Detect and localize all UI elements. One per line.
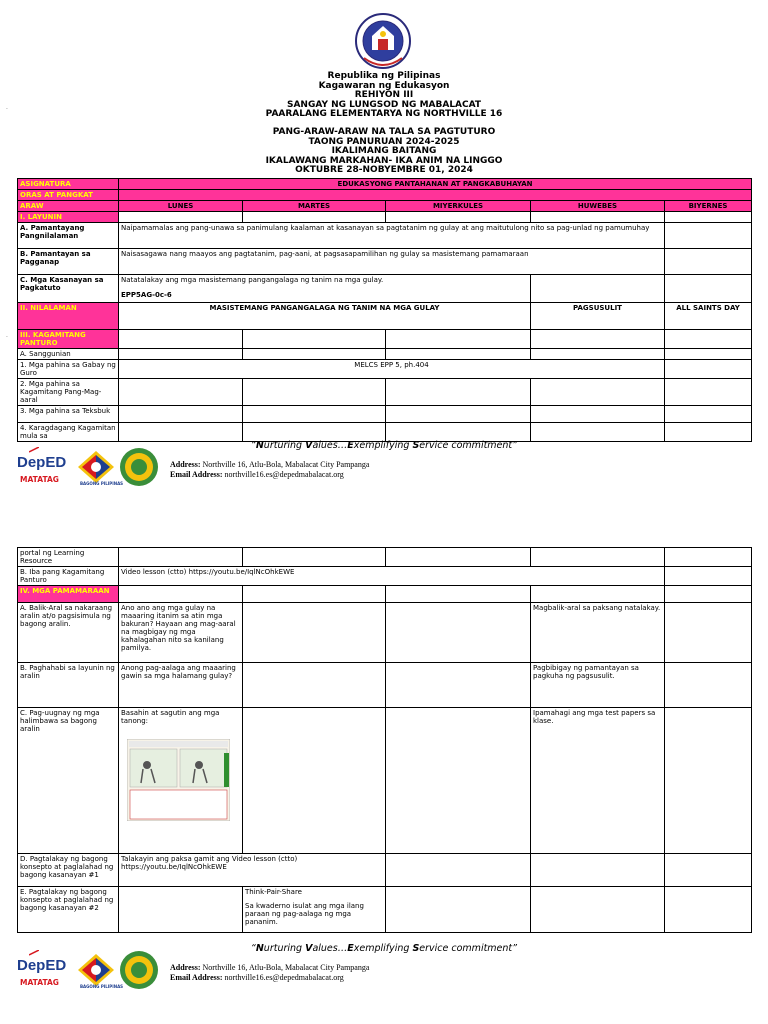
content-heading: II. NILALAMAN: [18, 303, 119, 330]
empty-cell: [665, 603, 752, 663]
think-pair-share: Think-Pair-Share: [245, 888, 302, 896]
school-seal-logo-2: [119, 950, 159, 990]
footer-address-2: Address: Northville 16, Atlu-Bola, Mabalacat City Pampanga Email Address: northville16.es@depedmabalacat.org: [170, 963, 370, 982]
review-label: A. Balik-Aral sa nakaraang aralin at/o pagsisimula ng bagong aralin.: [18, 603, 119, 663]
empty-cell: [531, 379, 665, 406]
bagong-pilipinas-label-2: BAGONG PILIPINAS: [80, 984, 124, 989]
time-group-value: [119, 190, 752, 201]
empty-cell: [665, 379, 752, 406]
empty-cell: [665, 887, 752, 933]
content-friday: ALL SAINTS DAY: [665, 303, 752, 330]
day-monday: LUNES: [119, 201, 243, 212]
header-department: Kagawaran ng Edukasyon: [318, 80, 450, 91]
procedures-heading: IV. MGA PAMAMARAAN: [18, 586, 119, 603]
matatag-logo-text: MATATAG: [20, 978, 59, 987]
teacher-guide-value: MELCS EPP 5, ph.404: [119, 360, 665, 379]
empty-cell: [386, 887, 531, 933]
discussion1-value: Talakayin ang paksa gamit ang Video lesson (ctto) https://youtu.be/IqlNcOhkEWE: [119, 854, 386, 887]
other-materials-label: B. Iba pang Kagamitang Panturo: [18, 567, 119, 586]
empty-cell: [243, 330, 386, 349]
empty-cell: [386, 379, 531, 406]
competency-code: EPP5AG-0c-6: [121, 291, 172, 299]
subject-value: EDUKASYONG PANTAHANAN AT PANGKABUHAYAN: [119, 179, 752, 190]
objectives-heading: I. LAYUNIN: [18, 212, 119, 223]
deped-matatag-logo: [17, 447, 67, 491]
school-year: TAONG PANURUAN 2024-2025: [308, 136, 460, 147]
document-title: PANG-ARAW-ARAW NA TALA SA PAGTUTURO: [272, 127, 496, 137]
deped-logo-text: DepED: [17, 454, 67, 471]
empty-cell: [386, 708, 531, 854]
empty-cell: [119, 379, 243, 406]
discussion2-tuesday: [243, 887, 386, 933]
learner-material-label: 2. Mga pahina sa Kagamitang Pang-Mag-aaral: [18, 379, 119, 406]
portal-label: portal ng Learning Resource: [18, 548, 119, 567]
discussion2-label: E. Pagtalakay ng bagong konsepto at paglalahad ng bagong kasanayan #2: [18, 887, 119, 933]
empty-cell: [119, 548, 243, 567]
empty-cell: [531, 212, 665, 223]
empty-cell: [386, 603, 531, 663]
empty-cell: [531, 548, 665, 567]
empty-cell: [386, 423, 531, 442]
empty-cell: [531, 406, 665, 423]
learning-competency-cell: [119, 275, 531, 303]
empty-cell: [665, 223, 752, 249]
learning-competency-text: Natatalakay ang mga masistemang pangangalaga ng tanim na mga gulay.: [121, 276, 384, 284]
empty-cell: [119, 212, 243, 223]
empty-cell: [665, 548, 752, 567]
empty-cell: [119, 330, 243, 349]
footer-motto: “Nurturing Values…Exemplifying Service commitment”: [250, 440, 518, 451]
content-standard-label: A. Pamantayang Pangnilalaman: [18, 223, 119, 249]
examples-monday: [119, 708, 243, 854]
content-standard-text: Naipamamalas ang pang-unawa sa panimulang kaalaman at kasanayan sa pagtatanim ng gulay at ang maitutulong nito sa pag-unlad ng pamumuhay: [119, 223, 665, 249]
deped-seal-logo: [352, 12, 414, 70]
empty-cell: [386, 406, 531, 423]
review-thursday: Magbalik-aral sa paksang natalakay.: [531, 603, 665, 663]
margin-mark: ·: [6, 106, 8, 113]
content-thursday: PAGSUSULIT: [531, 303, 665, 330]
empty-cell: [665, 330, 752, 349]
empty-cell: [243, 586, 386, 603]
references-label: A. Sanggunian: [18, 349, 119, 360]
header-school: PAARALANG ELEMENTARYA NG NORTHVILLE 16: [265, 109, 503, 120]
deped-logo-mark: [29, 950, 39, 956]
grade-level: IKALIMANG BAITANG: [331, 146, 437, 157]
empty-cell: [243, 349, 386, 360]
date-range: OKTUBRE 28-NOBYEMBRE 01, 2024: [295, 165, 473, 176]
additional-materials-label: 4. Karagdagang Kagamitan mula sa: [18, 423, 119, 442]
empty-cell: [665, 406, 752, 423]
empty-cell: [243, 212, 386, 223]
deped-matatag-logo-2: [17, 950, 67, 994]
empty-cell: [531, 349, 665, 360]
quarter-week: IKALAWANG MARKAHAN- IKA ANIM NA LINGGO: [265, 155, 503, 166]
empty-cell: [665, 708, 752, 854]
day-tuesday: MARTES: [243, 201, 386, 212]
header-republic: Republika ng Pilipinas: [327, 71, 441, 81]
discussion2-tuesday-text: Sa kwaderno isulat ang mga ilang paraan ng pag-aalaga ng mga pananim.: [245, 902, 364, 926]
empty-cell: [243, 379, 386, 406]
deped-logo-text: DepED: [17, 957, 67, 974]
discussion1-label: D. Pagtalakay ng bagong konsepto at paglalahad ng bagong kasanayan #1: [18, 854, 119, 887]
school-seal-logo: [119, 447, 159, 487]
performance-standard-label: B. Pamantayan sa Pagganap: [18, 249, 119, 275]
empty-cell: [665, 586, 752, 603]
review-monday: Ano ano ang mga gulay na maaaring itanim sa atin mga bakuran? Hayaan ang mag-aaral na magbigay ng mga kahalagahan nito sa kanilang pamilya.: [119, 603, 243, 663]
empty-cell: [119, 423, 243, 442]
content-topic: MASISTEMANG PANGANGALAGA NG TANIM NA MGA GULAY: [119, 303, 531, 330]
empty-cell: [119, 887, 243, 933]
materials-heading: III. KAGAMITANG PANTURO: [18, 330, 119, 349]
purpose-thursday: Pagbibigay ng pamantayan sa pagkuha ng pagsusulit.: [531, 663, 665, 708]
empty-cell: [531, 275, 665, 303]
empty-cell: [531, 586, 665, 603]
empty-cell: [665, 567, 752, 586]
textbook-label: 3. Mga pahina sa Teksbuk: [18, 406, 119, 423]
deped-logo-mark: [29, 447, 39, 453]
empty-cell: [119, 349, 243, 360]
empty-cell: [243, 663, 386, 708]
empty-cell: [386, 212, 531, 223]
empty-cell: [665, 360, 752, 379]
day-thursday: HUWEBES: [531, 201, 665, 212]
empty-cell: [531, 423, 665, 442]
empty-cell: [531, 330, 665, 349]
empty-cell: [665, 349, 752, 360]
other-materials-value: Video lesson (ctto) https://youtu.be/IqlNcOhkEWE: [119, 567, 665, 586]
subject-label: ASIGNATURA: [18, 179, 119, 190]
empty-cell: [119, 586, 243, 603]
time-group-label: ORAS AT PANGKAT: [18, 190, 119, 201]
examples-thursday: Ipamahagi ang mga test papers sa klase.: [531, 708, 665, 854]
learning-competency-label: C. Mga Kasanayan sa Pagkatuto: [18, 275, 119, 303]
day-label: ARAW: [18, 201, 119, 212]
worksheet-illustration: [127, 739, 230, 821]
footer-motto-2: “Nurturing Values…Exemplifying Service commitment”: [250, 943, 518, 954]
lesson-log-table-page2: [17, 547, 752, 933]
empty-cell: [386, 663, 531, 708]
empty-cell: [665, 854, 752, 887]
header-division: SANGAY NG LUNGSOD NG MABALACAT: [286, 99, 482, 110]
teacher-guide-label: 1. Mga pahina sa Gabay ng Guro: [18, 360, 119, 379]
empty-cell: [243, 603, 386, 663]
empty-cell: [243, 548, 386, 567]
empty-cell: [243, 708, 386, 854]
empty-cell: [665, 423, 752, 442]
matatag-logo-text: MATATAG: [20, 475, 59, 484]
day-friday: BIYERNES: [665, 201, 752, 212]
empty-cell: [386, 349, 531, 360]
empty-cell: [531, 887, 665, 933]
purpose-label: B. Paghahabi sa layunin ng aralin: [18, 663, 119, 708]
empty-cell: [665, 663, 752, 708]
examples-label: C. Pag-uugnay ng mga halimbawa sa bagong aralin: [18, 708, 119, 854]
lesson-log-table-page1: [17, 178, 752, 442]
empty-cell: [119, 406, 243, 423]
header-region: REHIYON III: [354, 90, 414, 101]
empty-cell: [531, 854, 665, 887]
margin-mark: ·: [6, 334, 8, 341]
empty-cell: [386, 586, 531, 603]
empty-cell: [386, 854, 531, 887]
empty-cell: [386, 330, 531, 349]
examples-monday-text: Basahin at sagutin ang mga tanong:: [121, 709, 220, 725]
empty-cell: [665, 275, 752, 303]
performance-standard-text: Naisasagawa nang maayos ang pagtatanim, pag-aani, at pagsasapamilihan ng gulay sa masistemang pamamaraan: [119, 249, 665, 275]
bagong-pilipinas-label: BAGONG PILIPINAS: [80, 481, 124, 486]
empty-cell: [243, 406, 386, 423]
empty-cell: [665, 212, 752, 223]
empty-cell: [386, 548, 531, 567]
footer-address: Address: Northville 16, Atlu-Bola, Mabalacat City Pampanga Email Address: northville16.es@depedmabalacat.org: [170, 460, 370, 479]
empty-cell: [243, 423, 386, 442]
day-wednesday: MIYERKULES: [386, 201, 531, 212]
empty-cell: [665, 249, 752, 275]
purpose-monday: Anong pag-aalaga ang maaaring gawin sa mga halamang gulay?: [119, 663, 243, 708]
